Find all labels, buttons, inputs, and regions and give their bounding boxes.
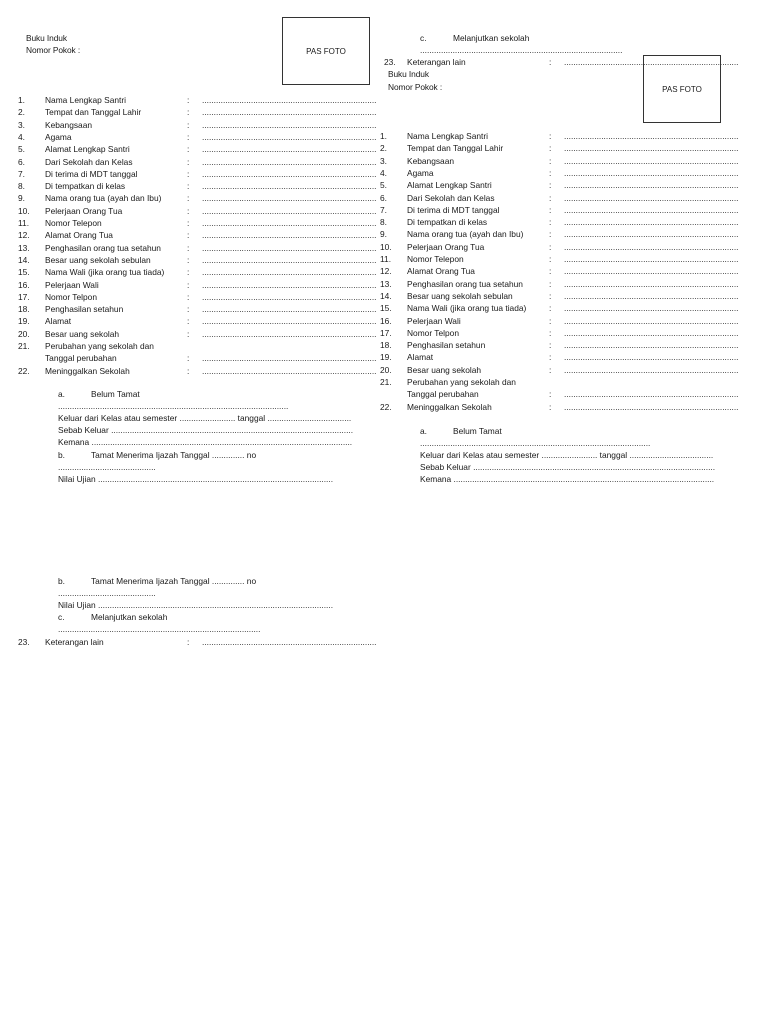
field-number: 9. [18,193,25,204]
nomor-pokok-label: Nomor Pokok : [26,45,81,55]
field-label: Meninggalkan Sekolah [407,401,492,412]
left-form-column [18,0,378,1024]
field-colon: : [549,401,552,412]
field-colon: : [187,328,190,339]
field-label: Penghasilan orang tua setahun [407,278,523,289]
section-title: Belum Tamat [91,389,140,399]
field-fill-line[interactable]: ........................................................................... [202,131,377,142]
field-label: Kebangsaan [45,119,93,130]
field-fill-line[interactable]: ........................................................................... [564,143,739,154]
field-label: Kebangsaan [407,155,455,166]
text-segment: Nilai Ujian ..................................................................................................... [58,600,334,610]
field-label: Alamat Orang Tua [407,266,475,277]
field-label: Nomor Telpon [45,291,97,302]
field-colon: : [549,340,552,351]
field-colon: : [549,303,552,314]
text-segment: .......................................... [58,462,156,472]
field-fill-line[interactable]: ........................................................................... [202,328,377,339]
field-label: Pelerjaan Wali [407,315,461,326]
field-colon: : [549,131,552,141]
field-label: Besar uang sekolah [407,364,482,375]
field-number: 15. [18,267,30,278]
field-label: Besar uang sekolah sebulan [407,290,513,301]
field-colon: : [187,353,190,364]
field-number: 13. [380,278,392,289]
field-number: 16. [380,315,392,326]
field-colon: : [549,266,552,277]
pas-foto-label: PAS FOTO [306,46,346,56]
field-fill-line[interactable]: ........................................................................... [564,167,739,178]
field-number: 11. [18,218,30,228]
field-number: 17. [18,291,30,302]
field-colon: : [187,291,190,302]
field-colon: : [187,254,190,265]
field-number: 6. [380,192,387,203]
field-fill-line[interactable]: ........................................................................... [564,217,739,228]
text-segment: Sebab Keluar ........................................................................................................ [420,462,716,472]
field-colon: : [549,217,552,228]
field-colon: : [187,637,190,647]
field-fill-line[interactable]: ........................................................................... [564,352,739,363]
field-number: 18. [18,304,30,315]
field-fill-line[interactable]: ........................................................................... [202,316,377,327]
field-label: Pelerjaan Wali [45,279,99,290]
field-fill-line[interactable]: ........................................................................... [564,389,739,400]
field-label: Pelerjaan Orang Tua [45,205,123,216]
field-colon: : [187,230,190,241]
field-number: 17. [380,327,392,338]
field-number: 19. [18,316,30,327]
section-title: Tamat Menerima Ijazah Tanggal .............. no [91,450,257,460]
text-segment: Keluar dari Kelas atau semester ........................ tanggal .................................... [420,450,714,460]
field-colon: : [187,218,190,228]
field-number: 23. [18,637,30,647]
section-title: Melanjutkan sekolah [91,612,168,622]
field-label: Tanggal perubahan [45,353,117,364]
field-label: Nama orang tua (ayah dan Ibu) [45,193,162,204]
field-fill-line[interactable]: ........................................................................... [564,401,739,412]
field-number: 21. [18,341,30,351]
field-number: 12. [18,230,30,241]
field-label: Di tempatkan di kelas [45,181,126,192]
field-number: 3. [18,119,25,130]
section-title: Tamat Menerima Ijazah Tanggal .............. no [91,576,257,586]
section-marker: a. [420,426,427,436]
field-fill-line[interactable]: ........................................................................... [564,180,739,191]
field-fill-line[interactable]: ........................................................................... [564,327,739,338]
field-number: 21. [380,377,392,387]
field-label: Agama [407,167,434,178]
field-label: Penghasilan setahun [45,304,124,315]
field-number: 10. [18,205,30,216]
section-b-tamat-second [18,575,378,650]
field-label: Alamat [45,316,72,327]
field-label: Pelerjaan Orang Tua [407,241,485,252]
field-label: Alamat Orang Tua [45,230,113,241]
field-fill-line[interactable]: ........................................................................... [564,229,739,240]
text-segment: Kemana ................................................................................................................ [420,474,715,484]
field-label: Nama Lengkap Santri [407,131,489,141]
field-label: Meninggalkan Sekolah [45,365,130,376]
field-number: 23. [384,57,396,67]
field-fill-line[interactable]: ........................................................................... [202,267,377,278]
field-number: 7. [18,168,25,179]
pas-foto-label: PAS FOTO [662,84,702,94]
field-colon: : [549,204,552,215]
field-label: Penghasilan setahun [407,340,486,351]
field-label: Agama [45,131,72,142]
field-label: Di terima di MDT tanggal [407,204,500,215]
field-number: 14. [18,254,30,265]
section-b-tamat-first [18,449,378,489]
field-number: 8. [18,181,25,192]
field-label: Dari Sekolah dan Kelas [407,192,495,203]
field-fill-line[interactable]: ........................................................................... [564,254,739,264]
field-fill-line[interactable]: ........................................................................... [564,241,739,252]
right-form-column [380,0,740,1024]
field-label: Alamat Lengkap Santri [407,180,492,191]
field-colon: : [549,254,552,264]
field-number: 22. [18,365,30,376]
section-a-belum-tamat [18,388,378,450]
field-label: Tempat dan Tanggal Lahir [407,143,504,154]
field-number: 9. [380,229,387,240]
field-colon: : [187,168,190,179]
field-fill-line[interactable]: ........................................................................... [564,204,739,215]
field-colon: : [549,57,552,67]
field-label: Nama Lengkap Santri [45,95,127,105]
field-number: 19. [380,352,392,363]
field-number: 14. [380,290,392,301]
text-segment: ................................................................................................... [420,438,651,448]
field-fill-line[interactable]: ........................................................................... [564,290,739,301]
field-label: Alamat [407,352,434,363]
field-label: Di tempatkan di kelas [407,217,488,228]
text-segment: Sebab Keluar ........................................................................................................ [58,425,354,435]
field-label: Nama orang tua (ayah dan Ibu) [407,229,524,240]
field-fill-line[interactable]: ........................................................................... [564,192,739,203]
field-fill-line[interactable]: ........................................................................... [202,95,377,105]
field-fill-line[interactable]: ........................................................................... [202,304,377,315]
field-number: 2. [380,143,387,154]
text-segment: ................................................................................................... [58,401,289,411]
field-fill-line[interactable]: ........................................................................... [202,193,377,204]
field-colon: : [549,167,552,178]
field-label: Alamat Lengkap Santri [45,144,130,155]
field-number: 1. [380,131,387,141]
field-label: Nomor Telpon [407,327,459,338]
field-fill-line[interactable]: ........................................................................... [202,242,377,253]
field-label: Besar uang sekolah sebulan [45,254,151,265]
field-fill-line[interactable]: ........................................................................... [564,266,739,277]
field-fill-line[interactable]: ........................................................................... [202,218,377,228]
field-fill-line[interactable]: ........................................................................... [202,144,377,155]
field-number: 20. [380,364,392,375]
buku-induk-label: Buku Induk [388,69,429,79]
text-segment: ....................................................................................... [58,624,261,634]
field-fill-line[interactable]: ........................................................................... [564,303,739,314]
field-label: Nomor Telepon [45,218,102,228]
field-colon: : [549,155,552,166]
field-fill-line[interactable]: ........................................................................... [202,168,377,179]
field-colon: : [187,144,190,155]
field-number: 13. [18,242,30,253]
field-colon: : [187,205,190,216]
form-field-list [380,130,740,420]
field-number: 15. [380,303,392,314]
field-number: 18. [380,340,392,351]
field-fill-line[interactable]: ........................................................................... [202,365,377,376]
form-field-list [18,94,378,384]
field-number: 4. [18,131,25,142]
field-fill-line[interactable]: ........................................................................... [202,107,377,118]
field-colon: : [187,267,190,278]
field-number: 6. [18,156,25,167]
pas-foto-box [643,55,721,123]
field-fill-line[interactable]: ........................................................................... [564,278,739,289]
field-number: 11. [380,254,392,264]
field-number: 3. [380,155,387,166]
pas-foto-box [282,17,370,85]
field-label: Keterangan lain [45,637,104,647]
field-colon: : [187,316,190,327]
field-colon: : [187,279,190,290]
field-fill-line[interactable]: ........................................................................... [202,230,377,241]
field-colon: : [549,278,552,289]
field-label: Nama Wali (jika orang tua tiada) [45,267,165,278]
field-fill-line[interactable]: ........................................................................... [564,131,739,141]
field-number: 5. [18,144,25,155]
field-fill-line[interactable]: ........................................................................... [202,254,377,265]
field-label: Dari Sekolah dan Kelas [45,156,133,167]
field-colon: : [187,181,190,192]
text-segment: Kemana ................................................................................................................ [58,437,353,447]
field-fill-line[interactable]: ........................................................................... [202,181,377,192]
field-colon: : [549,290,552,301]
field-number: 22. [380,401,392,412]
field-colon: : [187,365,190,376]
text-segment: Keluar dari Kelas atau semester ........................ tanggal .................................... [58,413,352,423]
field-number: 8. [380,217,387,228]
field-label: Perubahan yang sekolah dan [45,341,154,351]
field-fill-line[interactable]: ........................................................................... [564,364,739,375]
field-fill-line[interactable]: ........................................................................... [202,353,377,364]
field-colon: : [187,107,190,118]
field-label: Tanggal perubahan [407,389,479,400]
field-fill-line[interactable]: ........................................................................... [564,315,739,326]
text-segment: .......................................... [58,588,156,598]
nomor-pokok-label: Nomor Pokok : [388,82,443,92]
field-fill-line[interactable]: ........................................................................... [202,205,377,216]
section-title: Belum Tamat [453,426,502,436]
section-a-belum-tamat [380,425,740,487]
field-colon: : [549,192,552,203]
field-colon: : [549,327,552,338]
field-label: Nama Wali (jika orang tua tiada) [407,303,527,314]
field-fill-line[interactable]: ........................................................................... [202,156,377,167]
field-label: Keterangan lain [407,57,466,67]
field-number: 2. [18,107,25,118]
field-colon: : [187,193,190,204]
field-number: 1. [18,95,25,105]
field-colon: : [187,131,190,142]
field-number: 4. [380,167,387,178]
buku-induk-label: Buku Induk [26,33,67,43]
field-number: 12. [380,266,392,277]
field-fill-line[interactable]: ........................................................................... [202,291,377,302]
field-colon: : [549,241,552,252]
field-colon: : [187,119,190,130]
field-fill-line[interactable]: ........................................................................... [202,279,377,290]
field-label: Tempat dan Tanggal Lahir [45,107,142,118]
field-colon: : [549,364,552,375]
field-colon: : [549,352,552,363]
section-title: Melanjutkan sekolah [453,33,530,43]
field-colon: : [187,242,190,253]
field-number: 10. [380,241,392,252]
field-label: Penghasilan orang tua setahun [45,242,161,253]
field-colon: : [549,389,552,400]
field-colon: : [549,229,552,240]
field-number: 16. [18,279,30,290]
field-fill-line[interactable]: ........................................................................... [564,57,739,67]
field-fill-line[interactable]: ........................................................................... [564,155,739,166]
field-label: Nomor Telepon [407,254,464,264]
field-colon: : [187,156,190,167]
field-colon: : [187,95,190,105]
section-marker: b. [58,450,65,460]
field-label: Besar uang sekolah [45,328,120,339]
section-marker: c. [58,612,65,622]
section-marker: c. [420,33,427,43]
section-marker: a. [58,389,65,399]
field-number: 20. [18,328,30,339]
field-label: Di terima di MDT tanggal [45,168,138,179]
field-colon: : [549,180,552,191]
field-fill-line[interactable]: ........................................................................... [202,119,377,130]
field-label: Perubahan yang sekolah dan [407,377,516,387]
field-fill-line[interactable]: ........................................................................... [564,340,739,351]
field-number: 5. [380,180,387,191]
text-segment: ....................................................................................... [420,45,623,55]
section-marker: b. [58,576,65,586]
field-colon: : [549,315,552,326]
field-number: 7. [380,204,387,215]
field-colon: : [187,304,190,315]
field-colon: : [549,143,552,154]
field-fill-line[interactable]: ........................................................................... [202,637,377,647]
text-segment: Nilai Ujian ..................................................................................................... [58,474,334,484]
